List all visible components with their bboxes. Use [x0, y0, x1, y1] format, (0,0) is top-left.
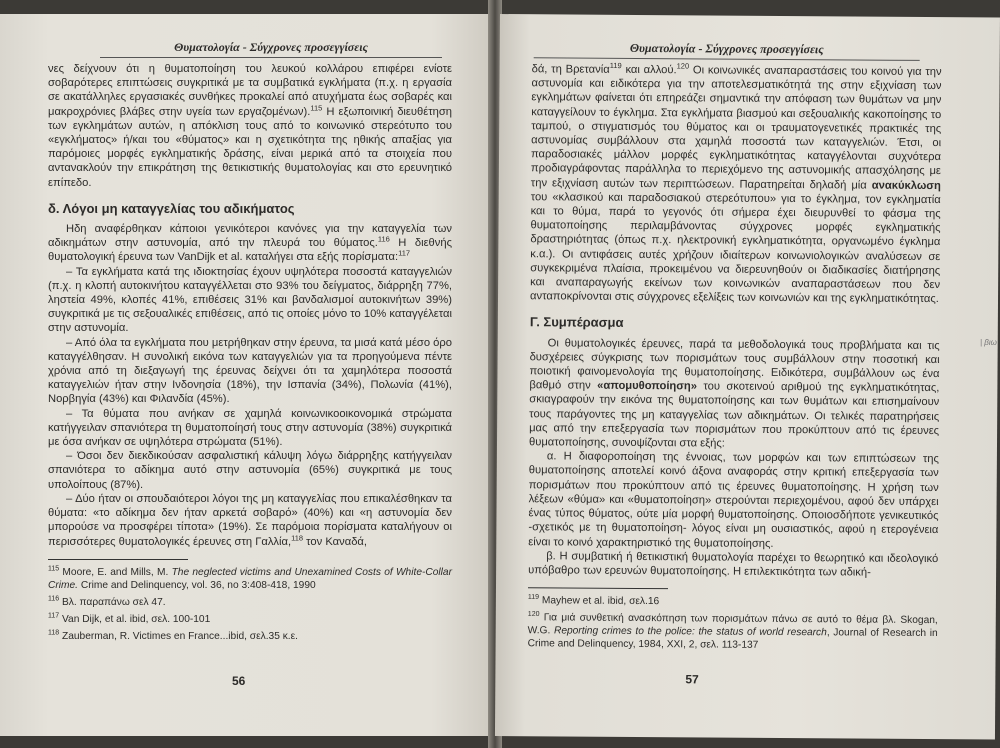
footnote: $^{115}$ Moore, E. and Mills, M. The neglected victims and Unexamined Costs of White-Collar Crime. Crime and Delinquency, vol. 36, no 3:408-418, 1990	[48, 565, 452, 591]
footnote: $^{120}$ Για μιά συνθετική ανασκόπηση των πορισμάτων πάνω σε αυτό το θέμα βλ. Skogan, W.G. Reporting crimes to the police: the status of world research, Journal of Research in Crime and Delinquency, 1984, XXI, 2, σελ. 113-137	[527, 610, 938, 651]
section-heading: δ. Λόγοι μη καταγγελίας του αδικήματος	[48, 200, 295, 216]
footnote: $^{119}$ Mayhew et al. ibid, σελ.16	[527, 593, 660, 608]
bold-term: ανακύκλωση	[871, 179, 941, 192]
footnote-ref[interactable]: 117	[398, 248, 411, 258]
list-item: – Από όλα τα εγκλήματα που μετρήθηκαν στην έρευνα, τα μισά κατά μέσο όρο καταγγέλθησαν. Η συνολική εικόνα των καταγγελιών για τα προηγούμενα πέντε χρόνια από τη διεξαγωγή της έρευνας δείχνει ότι τα χαμηλότερα ποσοστά καταγγελιών ήταν στην Ινδονησία (18%), την Ισπανία (34%), Πολωνία (41%), Νορβηγία (43%) και Φιλανδία (45%).	[48, 336, 452, 406]
left-page	[0, 14, 490, 736]
list-item: – Τα θύματα που ανήκαν σε χαμηλά κοινωνικοοικονομικά στρώματα κατήγγειλαν σπανιότερα τη θυματοποίησή τους στην αστυνομία (38%) συγκριτικά με όσα ανήκαν σε υψηλότερα στρώματα (51%).	[48, 407, 452, 449]
list-item: α. Η διαφοροποίηση της έννοιας, των μορφών και των επιπτώσεων της θυματοποίησης αποτελεί κοινό άξονα αναφοράς στην κριτική επεξεργασία των πορισμάτων που προκύπτουν από τις έρευνες θυματοποίησης. Η χρήση των λέξεων «θύμα» και «θυματοποίηση» στερούνται περιεχομένου, αφού δεν υπάρχει ένας τύπος θύματος, ούτε μία μορφή θυματοποίησης. Οποιοσδήποτε γενικευτικός -σχετικός με τη θυματοποίηση- λόγος είναι μη ουσιαστικός, αφού η ετερογένεια είναι το κοινό χαρακτηριστικό της θυματοποίησης.	[528, 450, 939, 550]
footnote-ref[interactable]: 120	[676, 61, 690, 71]
footnote-divider	[528, 587, 668, 589]
list-item: β. Η συμβατική ή θετικιστική θυματολογία παρέχει το θεωρητικό και ιδεολογικό υπόβαθρο των ερευνών θυματοποίησης. Η επιλεκτικότητα των αδική-	[528, 550, 939, 579]
paragraph: Οι θυματολογικές έρευνες, παρά τα μεθοδολογικά τους προβλήματα και τις δυσχέρειες σύγκρισης των πορισμάτων τους συμβάλλουν στην ποσοτική και ποιοτική φαινομενολογία της θυματοποίησης. Ειδικότερα, συμβάλλουν ως ένα βαθμό στην «απομυθοποίηση» του σκοτεινού αριθμού της εγκληματικότητας, σκιαγραφούν την εικόνα της θυματοποίησης και των θυμάτων και επισημαίνουν τους παράγοντες της μη καταγγελίας των αδικημάτων. Οι τελικές παρατηρήσεις μας από την επεξεργασία των πορισμάτων που προκύπτουν από τις έρευνες θυματοποίησης, συνοψίζονται στα εξής:	[528, 336, 940, 450]
section-heading: Γ. Συμπέρασμα	[529, 314, 624, 331]
intro-paragraph: νες δείχνουν ότι η θυματοποίηση του λευκού κολλάρου επιφέρει ενίοτε σοβαρότερες επιπτώσεις συγκριτικά με τα συμβατικά εγκλήματα (π.χ. η εργασία σε ακατάλληλες εργασιακές συνθήκες προκαλεί από ατυχήματα έως σοβαρές και μακροχρόνιες βλάβες στην υγεία των εργαζομένων).$^{115}$ Η εξωποινική διευθέτηση των εγκλημάτων αυτών, η απόκλιση τους από το κοινωνικό στερεότυπο του «εγκλήματος» ή/και του «θύματος» και η σχετικότητα της ηθικής απαξίας για παρόμοιες μορφές εγκληματικής δράσης, είναι μερικά από τα στοιχεία που αντανακλούν την επικράτηση της θετικιστικής θυματολογίας και στο ερευνητικό επίπεδο.	[48, 63, 453, 189]
page-number: 56	[232, 674, 246, 688]
list-item: – Δύο ήταν οι σπουδαιότεροι λόγοι της μη καταγγελίας που επικαλέσθηκαν τα θύματα: «το αδίκημα δεν ήταν αρκετά σοβαρό» (40%) και «η αστυνομία δεν μπορούσε να προσφέρει τίποτα» (19%). Σε παρόμοια πορίσματα καταλήγουν οι περισσότερες θυματολογικές έρευνες στη Γαλλία,$^{118}$ τον Καναδά,	[48, 492, 452, 548]
right-page-body	[528, 62, 942, 657]
footnote: $^{116}$ Βλ. παραπάνω σελ 47.	[48, 595, 166, 608]
footnote: $^{117}$ Van Dijk, et al. ibid, σελ. 100-101	[48, 612, 211, 625]
footnote-ref[interactable]: 119	[609, 61, 622, 71]
paragraph: Ηδη αναφέρθηκαν κάποιοι γενικότεροι κανόνες για την καταγγελία των αδικημάτων στην αστυνομία, από την πλευρά του θύματος.$^{116}$ Η διεθνής θυματολογική έρευνα των VanDijk et al. καταλήγει στα εξής πορίσματα:$^{117}$	[48, 223, 452, 264]
margin-pencil-note: | βιω	[980, 338, 997, 347]
right-page	[495, 14, 1000, 739]
bold-term: «απομυθοποίηση»	[597, 379, 698, 393]
footnote: $^{118}$ Zauberman, R. Victimes en France...ibid, σελ.35 κ.ε.	[48, 629, 299, 642]
footnote-ref[interactable]: 115	[310, 102, 323, 112]
list-item: – Τα εγκλήματα κατά της ιδιοκτησίας έχουν υψηλότερα ποσοστά καταγγελιών (π.χ. η κλοπή αυτοκινήτου καταγγέλλεται στο 93% του δείγματος, διάρρηξη 77%, ληστεία 49%, κλοπές 41%, επιθέσεις 31% και βανδαλισμοί αυτοκινήτων 39%) συγκριτικά με τις σεξουαλικές επιθέσεις, από τις οποίες μόνο το 10% καταγγέλεται στην αστυνομία.	[48, 265, 452, 335]
footnote-ref[interactable]: 118	[291, 532, 304, 542]
footnote-divider	[48, 559, 188, 560]
page-number: 57	[685, 672, 699, 687]
left-page-body	[48, 62, 452, 647]
paragraph: δά, τη Βρετανία$^{119}$ και αλλού.$^{120}$ Οι κοινωνικές αναπαραστάσεις του κοινού για την αστυνομία και ειδικότερα για την αποτελεσματικότητά της στην εξιχνίαση των εγκλημάτων φαίνεται ότι επηρεάζει σημαντικά την απόφαση των θυμάτων να μην καταγγείλουν το έγκλημα. Στα εγκλήματα βιασμού και σεξουαλικής κακοποίησης το ταμπού, ο στιγματισμός του θύματος και οι τραυματογενετικές πρακτικές της αστυνομίας συμβάλλουν στα χαμηλά ποσοστά των καταγγελιών. Έτσι, οι παραδοσιακές μάλλον μορφές εγκληματικότητας καταγγέλονται συχνότερα προδιαγράφοντας παράλληλα το περιεχόμενο της αστυνομικής απασχόλησης με την εξιχνίαση αυτών των περιπτώσεων. Παρατηρείται δηλαδή μία ανακύκλωση του «κλασικού και παραδοσιακού στερεότυπου» για το έγκλημα, τον εγκληματία και το θύμα, παρά το γεγονός ότι σήμερα έχει διευρυνθεί το φάσμα της θυματοποίησης περιλαμβάνοντας σύγχρονες μορφές εγκληματικής δραστηριότητας (όπως π.χ. ηλεκτρονική εγκληματικότητα, οργανωμένο έγκλημα κ.α.). Οι αντιφάσεις αυτές χρήζουν ιδιαίτερων κοινωνιολογικών αναλύσεων σε συγκεκριμένα πλαίσια, προκειμένου να διερευνηθούν οι διαδικασίες διατήρησης και αναπαραγωγής εκείνων των κοινωνικών αναπαραστάσεων που δεν ανταποκρίνονται στις σύγχρονες εξελίξεις των κοινωνιών και της εγκληματικότητας.	[529, 61, 942, 306]
running-head: Θυματολογία - Σύγχρονες προσεγγίσεις	[100, 40, 442, 58]
footnote-ref[interactable]: 116	[377, 234, 390, 244]
list-item: – Όσοι δεν διεκδικούσαν ασφαλιστική κάλυψη λόγω διάρρηξης κατήγγειλαν σπανιότερα το αδίκημα αυτό στην αστυνομία (65%) συγκριτικά με τους υπολοίπους (87%).	[48, 450, 452, 491]
running-head: Θυματολογία - Σύγχρονες προσεγγίσεις	[534, 40, 920, 61]
